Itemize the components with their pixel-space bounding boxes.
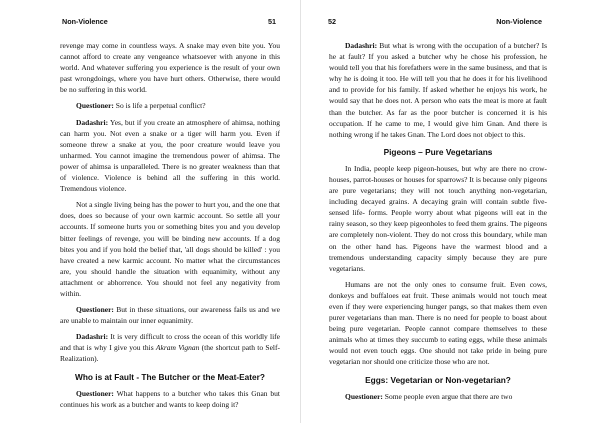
- paragraph: Dadashri: Yes, but if you create an atmosphere of ahimsa, nothing can harm you. Not even a snake or a tiger will harm you. Even if someone threw a snake at you, the poor creature would leave you unharmed. You cannot imagine the tremendous power of ahimsa. The power of ahimsa is unparalleled. There is no greater weakness than that of violence. Violence is behind all the suffering in this world. Tremendous violence.: [60, 117, 280, 194]
- running-title: Non-Violence: [496, 17, 542, 26]
- paragraph: revenge may come in countless ways. A snake may even bite you. You cannot afford to create any vengeance whatsoever with anyone in this world. And whatever suffering you experience is the result of your own past wrongdoings, where you have hurt others. Otherwise, there would be no suffering in this world.: [60, 41, 280, 95]
- paragraph: Dadashri: But what is wrong with the occupation of a butcher? Is he at fault? If you asked a butcher why he chose his profession, he would tell you that his forefathers were in the same business, and that is why he is doing it too. He will tell you that he does it for his livelihood and to provide for his family. If asked whether he enjoys his work, he would say that he does not. A person who eats the meat is more at fault than the butcher. As far as the poor butcher is concerned it is his occupation. If he came to me, I would give him Gnan. And there is nothing wrong if he takes Gnan. The Lord does not object to this.: [329, 41, 547, 139]
- paragraph: Not a single living being has the power to hurt you, and the one that does, does so because of your own karmic account. So settle all your accounts. If someone hurts you or something bites you and you develop bitter feelings of revenge, you will be binding new accounts. If a dog bites you and if you hold the belief that, 'all dogs should be killed' : you have created a new karmic account. No matter what the circumstances are, you should handle the situation with equanimity, without any attachment or abhorrence. You should not feel any negativity from within.: [60, 200, 280, 298]
- paragraph: In India, people keep pigeon-houses, but why are there no crow-houses, parrot-houses or houses for sparrows? It is because only pigeons are pure vegetarians; they will not touch anything non-vegetarian, including decayed grains. A decaying grain will contain subtle five-sensed life- forms. People worry about what pigeons will eat in the rainy season, so they keep pigeonholes to feed them grains. The pigeons are completely non-violent. They do not cross this boundary, while man on the other hand has. Pigeons have the warmest blood and a tremendous understanding capacity simply because they are pure vegetarians.: [329, 163, 547, 273]
- speaker-label: Questioner:: [76, 388, 114, 398]
- section-heading: Who is at Fault - The Butcher or the Meat-Eater?: [75, 371, 265, 382]
- speaker-label: Questioner:: [345, 391, 383, 401]
- paragraph: Questioner: But in these situations, our awareness fails us and we are unable to maintain our inner equanimity.: [60, 305, 280, 326]
- page-number: 52: [328, 17, 336, 26]
- running-title: Non-Violence: [62, 17, 108, 26]
- page-header: [62, 17, 276, 29]
- speaker-label: Dadashri:: [76, 332, 109, 342]
- paragraph: Humans are not the only ones to consume fruit. Even cows, donkeys and buffaloes eat fruit. These animals would not touch meat even if they were experiencing hunger pangs, so that makes them even purer vegetarians than man. There is no need for people to boast about being pure vegetarian. People cannot compare themselves to these animals who at times they succumb to eating eggs, while these animals would not even touch eggs. One should not take pride in being pure vegetarian nor should one criticize those who are not.: [329, 279, 547, 367]
- page-body: [329, 40, 547, 402]
- speaker-label: Questioner:: [76, 305, 114, 315]
- italic-term: Akram Vignan: [155, 343, 200, 353]
- section-heading: Pigeons – Pure Vegetarians: [383, 146, 493, 157]
- paragraph: Dadashri: It is very difficult to cross the ocean of this worldly life and that is why I give you this Akram Vignan (the shortcut path to Self-Realization).: [60, 332, 280, 364]
- paragraph: Questioner: Some people even argue that there are two: [345, 391, 513, 401]
- paragraph: Questioner: What happens to a butcher who takes this Gnan but continues his work as a butcher and wants to keep doing it?: [60, 388, 280, 409]
- page-header: [328, 17, 542, 29]
- page-body: [60, 40, 280, 410]
- right-page: [300, 0, 600, 423]
- speaker-label: Dadashri:: [345, 41, 378, 50]
- speaker-label: Questioner:: [76, 101, 114, 111]
- page-number: 51: [268, 17, 276, 26]
- section-heading: Eggs: Vegetarian or Non-vegetarian?: [365, 374, 511, 385]
- paragraph: Questioner: So is life a perpetual conflict?: [76, 101, 206, 111]
- speaker-label: Dadashri:: [76, 117, 109, 127]
